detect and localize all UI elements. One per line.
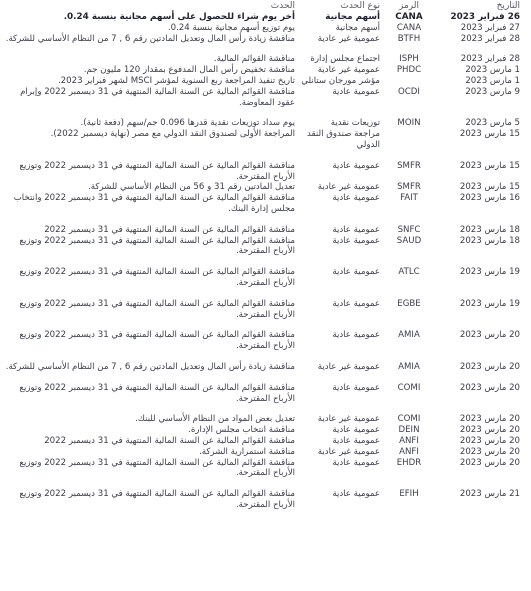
row-event-type: عمومية عادية — [332, 330, 380, 341]
table-row — [0, 34, 531, 45]
row-symbol: COMI — [397, 382, 421, 393]
row-date: 26 فبراير 2023 — [450, 12, 520, 22]
row-symbol: EGBE — [397, 298, 421, 309]
row-symbol: AMIA — [398, 361, 420, 372]
row-event-type: عمومية عادية — [332, 435, 380, 446]
row-event: مناقشة القوائم المالية عن السنة المالية المنتهية في 31 ديسمبر 2022 وتوزيع الأرباح المقترحة. — [19, 382, 295, 404]
table-row — [0, 151, 531, 183]
table-row — [0, 12, 531, 23]
row-symbol: EFIH — [399, 489, 419, 500]
table-row — [0, 404, 531, 425]
row-event-type: عمومية غير عادية — [317, 33, 380, 44]
table-row — [0, 87, 531, 109]
header-date: التاريخ — [496, 1, 520, 11]
row-event-type: عمومية عادية — [332, 489, 380, 500]
row-symbol: CANA — [396, 22, 422, 33]
row-symbol: COMI — [397, 414, 421, 425]
table-row — [0, 236, 531, 258]
row-symbol: ATLC — [398, 267, 420, 278]
row-date: 1 مارس 2023 — [465, 75, 520, 86]
row-event: مناقشة القوائم المالية عن السنة المالية المنتهية في 31 ديسمبر 2022 وانتخاب مجلس إدارة البنك. — [13, 193, 295, 214]
row-event-type: مؤشر مورجان ستانلي — [301, 75, 380, 86]
row-event-type: أسهم مجانية — [335, 22, 380, 33]
row-event: مناقشة القوائم المالية عن السنة المالية المنتهية في 31 ديسمبر 2022 وتوزيع الأرباح المقترحة. — [19, 298, 295, 320]
events-table-body — [0, 12, 531, 511]
row-symbol: ANFI — [399, 446, 419, 457]
row-event-type: عمومية عادية — [332, 235, 380, 246]
row-symbol: CANA — [395, 12, 423, 22]
row-date: 27 فبراير 2023 — [460, 22, 520, 33]
row-date: 18 مارس 2023 — [459, 235, 520, 246]
row-date: 28 فبراير 2023 — [460, 33, 520, 44]
row-date: 20 مارس 2023 — [459, 446, 520, 457]
table-row — [0, 436, 531, 447]
header-symbol: الرمز — [399, 1, 419, 11]
row-symbol: SMFR — [397, 160, 421, 171]
table-header-row — [0, 0, 531, 12]
row-event-type: عمومية غير عادية — [317, 361, 380, 372]
row-date: 20 مارس 2023 — [459, 361, 520, 372]
table-row — [0, 289, 531, 321]
row-event-type: عمومية غير عادية — [317, 182, 380, 193]
table-row — [0, 76, 531, 87]
row-event: المراجعة الأولى لصندوق النقد الدولي مع مصر (نهاية ديسمبر 2022). — [50, 129, 295, 140]
row-event: يوم توزيع أسهم مجانية بنسبة 0.24. — [167, 22, 295, 33]
header-event-type: نوع الحدث — [340, 1, 380, 11]
row-date: 1 مارس 2023 — [465, 65, 520, 76]
row-date: 15 مارس 2023 — [459, 182, 520, 193]
row-symbol: MOIN — [397, 118, 421, 129]
row-event-type: عمومية عادية — [332, 267, 380, 278]
row-event-type: توزيعات نقدية — [330, 118, 380, 129]
row-date: 19 مارس 2023 — [459, 298, 520, 309]
table-row — [0, 23, 531, 34]
table-row — [0, 458, 531, 480]
row-event: مناقشة القوائم المالية عن السنة المالية المنتهية في 31 ديسمبر 2022 وتوزيع الأرباح المقترحة. — [19, 267, 295, 288]
row-event: مناقشة زيادة رأس المال وتعديل المادتين رقم 6 , 7 من النظام الأساسي للشركة. — [5, 361, 295, 372]
row-date: 20 مارس 2023 — [459, 457, 520, 468]
table-row — [0, 257, 531, 289]
row-date: 19 مارس 2023 — [459, 267, 520, 278]
row-event: مناقشة القوائم المالية عن السنة المالية المنتهية في 31 ديسمبر 2022 وتوزيع الأرباح المقترحة. — [19, 489, 295, 510]
table-row — [0, 320, 531, 352]
row-event-type: اجتماع مجلس إدارة — [310, 54, 380, 65]
table-row — [0, 425, 531, 436]
row-date: 20 مارس 2023 — [459, 435, 520, 446]
row-event: مناقشة استمرارية الشركة. — [199, 446, 295, 457]
row-event: أخر يوم شراء للحصول على أسهم مجانية بنسبة 0.24. — [63, 12, 295, 22]
row-event: مناقشة القوائم المالية عن السنة المالية المنتهية في 31 ديسمبر 2022 وتوزيع الأرباح المقترحة. — [19, 235, 295, 257]
row-event-type: عمومية غير عادية — [317, 446, 380, 457]
row-date: 20 مارس 2023 — [459, 330, 520, 341]
row-symbol: SAUD — [396, 235, 422, 246]
row-date: 16 مارس 2023 — [459, 193, 520, 204]
row-event-type: عمومية عادية — [332, 193, 380, 204]
row-event-type: عمومية عادية — [332, 86, 380, 97]
row-event: مناقشة القوائم المالية عن السنة المالية المنتهية في 31 ديسمبر 2022 — [44, 224, 295, 235]
row-date: 21 مارس 2023 — [459, 489, 520, 500]
row-event: مناقشة زيادة رأس المال وتعديل المادتين رقم 6 , 7 من النظام الأساسي للشركة. — [5, 33, 295, 44]
row-symbol: OCDI — [398, 86, 420, 97]
row-event: مناقشة القوائم المالية عن السنة المالية المنتهية في 31 ديسمبر 2022 وتوزيع الأرباح المقترحة. — [19, 330, 295, 352]
row-symbol: SNFC — [397, 224, 421, 235]
row-date: 15 مارس 2023 — [459, 129, 520, 140]
row-event-type: عمومية عادية — [332, 425, 380, 436]
row-event: مناقشة القوائم المالية. — [213, 54, 295, 65]
table-row — [0, 108, 531, 129]
row-symbol: BTFH — [397, 33, 421, 44]
table-row — [0, 44, 531, 65]
row-event: مناقشة القوائم المالية عن السنة المالية المنتهية في 31 ديسمبر 2022 وإبرام عقود المعاوضة. — [20, 86, 295, 108]
row-symbol — [380, 129, 438, 151]
row-date: 28 فبراير 2023 — [460, 54, 520, 65]
row-symbol: AMIA — [398, 330, 420, 341]
row-symbol — [380, 76, 438, 87]
row-event: مناقشة انتخاب مجلس الإدارة. — [188, 425, 295, 436]
row-date: 20 مارس 2023 — [459, 414, 520, 425]
row-event-type: عمومية عادية — [332, 160, 380, 171]
table-row — [0, 352, 531, 373]
row-event: مناقشة القوائم المالية عن السنة المالية المنتهية في 31 ديسمبر 2022 وتوزيع الأرباح المقترحة. — [19, 457, 295, 479]
row-date: 5 مارس 2023 — [465, 118, 520, 129]
row-event-type: عمومية عادية — [332, 457, 380, 468]
table-row — [0, 65, 531, 76]
row-symbol: EHDR — [396, 457, 422, 468]
row-event-type: مراجعة صندوق النقد الدولي — [307, 129, 380, 150]
row-event: مناقشة تخفيض رأس المال المدفوع بمقدار 120 مليون جم. — [83, 65, 295, 76]
row-symbol: FAIT — [400, 193, 418, 204]
table-row — [0, 215, 531, 236]
table-row — [0, 182, 531, 193]
row-event-type: عمومية غير عادية — [317, 65, 380, 76]
row-symbol: SMFR — [397, 182, 421, 193]
table-row — [0, 129, 531, 151]
row-symbol: ANFI — [399, 435, 419, 446]
table-row — [0, 373, 531, 405]
row-date: 15 مارس 2023 — [459, 160, 520, 171]
row-event: يوم سداد توزيعات نقدية قدرها 0.096 جم/سهم (دفعة ثانية). — [80, 118, 295, 129]
row-event: تاريخ تنفيذ المراجعة ربع السنوية لمؤشر MSCI لشهر فبراير 2023. — [57, 75, 295, 86]
row-event-type: عمومية عادية — [332, 224, 380, 235]
row-event: مناقشة القوائم المالية عن السنة المالية المنتهية في 31 ديسمبر 2022 — [44, 435, 295, 446]
header-event: الحدث — [270, 1, 295, 11]
row-symbol: ISPH — [399, 54, 419, 65]
row-date: 9 مارس 2023 — [465, 86, 520, 97]
row-event-type: أسهم مجانية — [325, 12, 380, 22]
table-row — [0, 447, 531, 458]
table-row — [0, 193, 531, 215]
row-event-type: عمومية عادية — [332, 382, 380, 393]
row-event: تعديل المادتين رقم 31 و 56 من النظام الأساسي للشركة. — [87, 182, 295, 193]
row-date: 20 مارس 2023 — [459, 425, 520, 436]
row-date: 18 مارس 2023 — [459, 224, 520, 235]
row-event: تعديل بعض المواد من النظام الأساسي للبنك. — [135, 414, 295, 425]
row-event-type: عمومية عادية — [332, 298, 380, 309]
row-event-type: عمومية غير عادية — [317, 414, 380, 425]
row-symbol: PHDC — [396, 65, 422, 76]
table-row — [0, 479, 531, 511]
row-symbol: DEIN — [398, 425, 420, 436]
row-event: مناقشة القوائم المالية عن السنة المالية المنتهية في 31 ديسمبر 2022 وتوزيع الأرباح المقترحة. — [19, 160, 295, 182]
row-date: 20 مارس 2023 — [459, 382, 520, 393]
